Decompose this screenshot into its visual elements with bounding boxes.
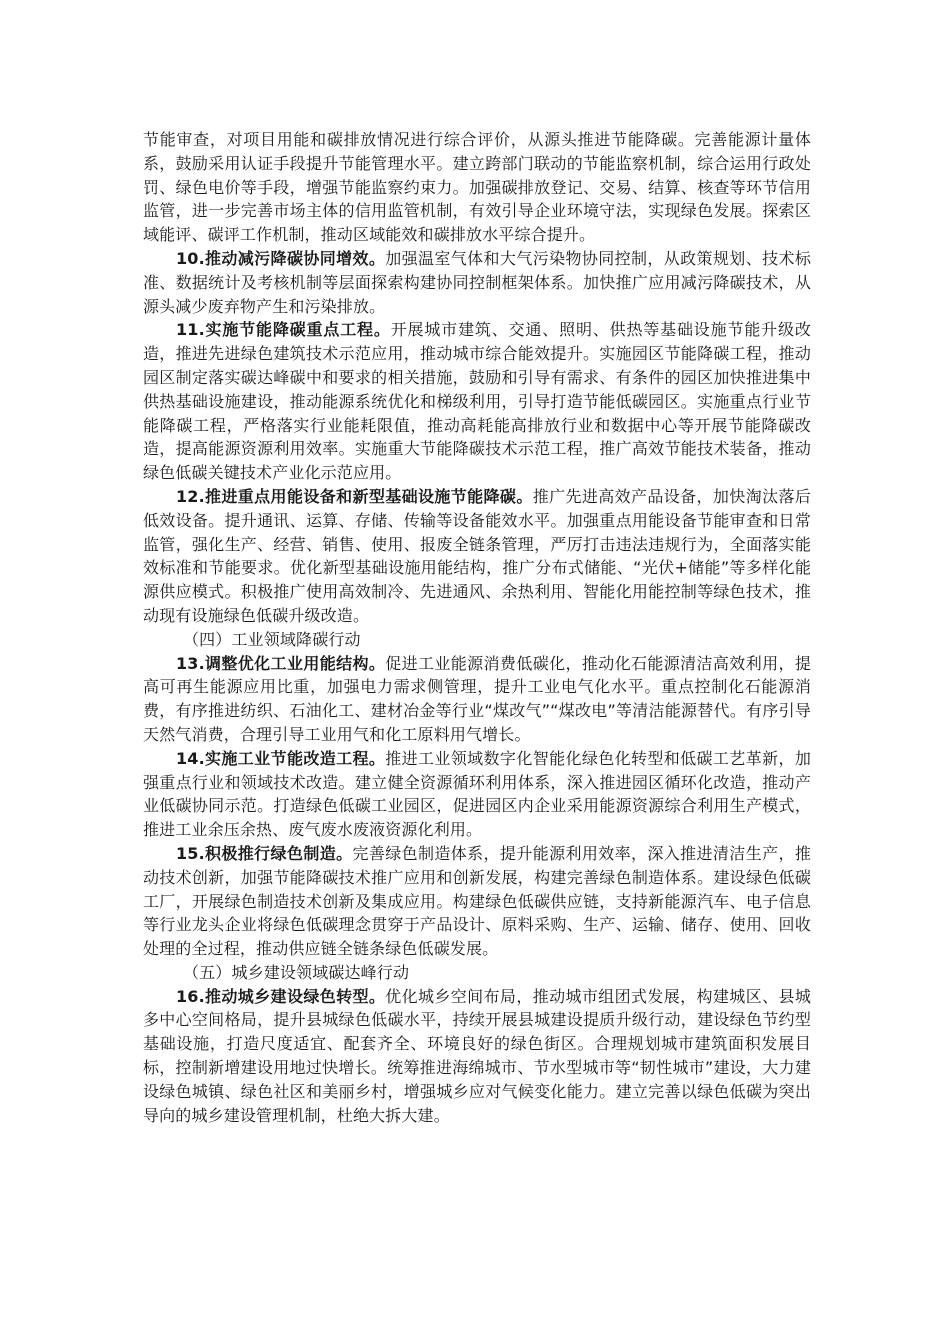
- paragraph-item-12: [143, 485, 811, 628]
- paragraph-item-11: [143, 318, 811, 485]
- paragraph-continuation: [143, 128, 811, 247]
- section-heading-urban-rural: （五）城乡建设领域碳达峰行动: [183, 962, 410, 982]
- paragraph-text: 推广先进高效产品设备，加快淘汰落后低效设备。提升通讯、运算、存储、传输等设备能效水平。加强重点用能设备节能审查和日常监管，强化生产、经营、销售、使用、报废全链条管理，严厉打击违法违规行为，全面落实能效标准和节能要求。优化新型基础设施用能结构，推广分布式储能、“光伏+储能”等多样化能源供应模式。积极推广使用高效制冷、先进通风、余热利用、智能化用能控制等绿色技术，推动现有设施绿色低碳升级改造。: [143, 486, 811, 625]
- paragraph-item-10: [143, 247, 811, 318]
- paragraph-lead: 14.实施工业节能改造工程。: [176, 748, 386, 768]
- paragraph-item-14: [143, 747, 811, 842]
- paragraph-text: 完善绿色制造体系，提升能源利用效率，深入推进清洁生产，推动技术创新，加强节能降碳技术推广应用和创新发展，构建完善绿色制造体系。建设绿色低碳工厂，开展绿色制造技术创新及集成应用。构建绿色低碳供应链，支持新能源汽车、电子信息等行业龙头企业将绿色低碳理念贯穿于产品设计、原料采购、生产、运输、储存、使用、回收处理的全过程，推动供应链全链条绿色低碳发展。: [143, 843, 811, 959]
- paragraph-text: 优化城乡空间布局，推动城市组团式发展，构建城区、县城多中心空间格局，提升县城绿色低碳水平，持续开展县城建设提质升级行动，建设绿色节约型基础设施，打造尺度适宜、配套齐全、环境良好的绿色街区。合理规划城市建筑面积发展目标，控制新增建设用地过快增长。统筹推进海绵城市、节水型城市等“韧性城市”建设，大力建设绿色城镇、绿色社区和美丽乡村，增强城乡应对气候变化能力。建立完善以绿色低碳为突出导向的城乡建设管理机制，杜绝大拆大建。: [143, 986, 811, 1125]
- paragraph-item-13: [143, 652, 811, 747]
- paragraph-lead: 12.推进重点用能设备和新型基础设施节能降碳。: [176, 486, 533, 506]
- paragraph-lead: 11.实施节能降碳重点工程。: [176, 320, 391, 340]
- paragraph-lead: 13.调整优化工业用能结构。: [176, 653, 386, 673]
- document-page: [143, 128, 811, 1127]
- paragraph-text: 加强温室气体和大气污染物协同控制，从政策规划、技术标准、数据统计及考核机制等层面探索构建协同控制框架体系。加快推广应用减污降碳技术，从源头减少废弃物产生和污染排放。: [143, 248, 811, 316]
- paragraph-text: 推进工业领域数字化智能化绿色化转型和低碳工艺革新，加强重点行业和领域技术改造。建立健全资源循环利用体系，深入推进园区循环化改造，推动产业低碳协同示范。打造绿色低碳工业园区，促进园区内企业采用能源资源综合利用生产模式，推进工业余压余热、废气废水废液资源化利用。: [143, 748, 811, 840]
- paragraph-item-16: [143, 985, 811, 1128]
- paragraph-text: 开展城市建筑、交通、照明、供热等基础设施节能升级改造，推进先进绿色建筑技术示范应用，推动城市综合能效提升。实施园区节能降碳工程，推动园区制定落实碳达峰碳中和要求的相关措施，鼓励和引导有需求、有条件的园区加快推进集中供热基础设施建设，推动能源系统优化和梯级利用，引导打造节能低碳园区。实施重点行业节能降碳工程，严格落实行业能耗限值，推动高耗能高排放行业和数据中心等开展节能降碳改造，提高能源资源利用效率。实施重大节能降碳技术示范工程，推广高效节能技术装备，推动绿色低碳关键技术产业化示范应用。: [143, 320, 811, 483]
- paragraph-lead: 10.推动减污降碳协同增效。: [176, 248, 386, 268]
- paragraph-lead: 15.积极推行绿色制造。: [176, 843, 353, 863]
- paragraph-text: 节能审查，对项目用能和碳排放情况进行综合评价，从源头推进节能降碳。完善能源计量体系，鼓励采用认证手段提升节能管理水平。建立跨部门联动的节能监察机制，综合运用行政处罚、绿色电价等手段，增强节能监察约束力。加强碳排放登记、交易、结算、核查等环节信用监管，进一步完善市场主体的信用监管机制，有效引导企业环境守法，实现绿色发展。探索区域能评、碳评工作机制，推动区域能效和碳排放水平综合提升。: [143, 130, 811, 245]
- paragraph-item-15: [143, 842, 811, 961]
- section-heading-industry: （四）工业领域降碳行动: [183, 629, 361, 649]
- paragraph-text: 促进工业能源消费低碳化，推动化石能源清洁高效利用，提高可再生能源应用比重，加强电力需求侧管理，提升工业电气化水平。重点控制化石能源消费，有序推进纺织、石油化工、建材冶金等行业“煤改气”“煤改电”等清洁能源替代。有序引导天然气消费，合理引导工业用气和化工原料用气增长。: [143, 653, 811, 744]
- paragraph-lead: 16.推动城乡建设绿色转型。: [176, 986, 386, 1006]
